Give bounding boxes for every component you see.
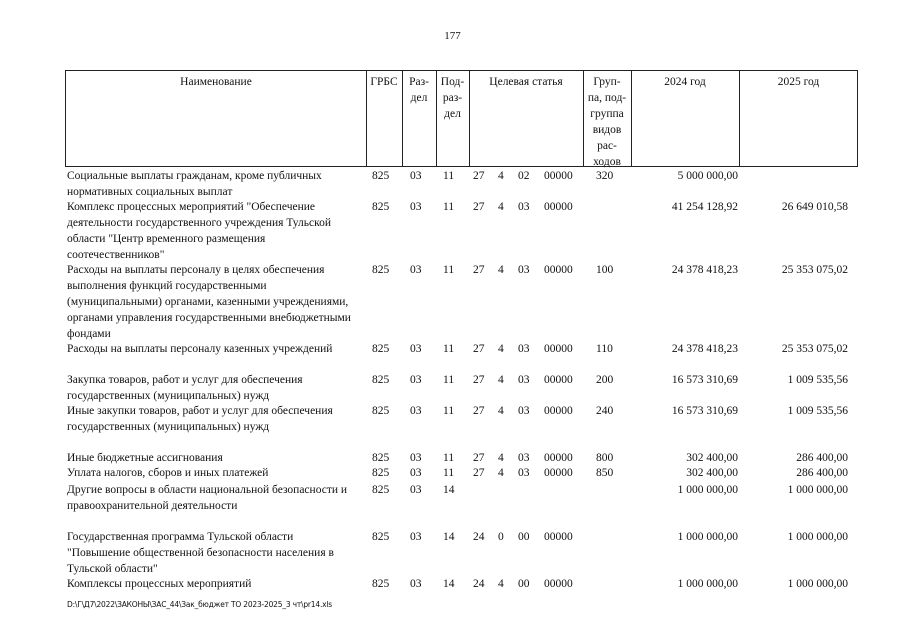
row-target-type: 4 [498, 201, 504, 213]
row-target-type: 0 [498, 531, 504, 543]
row-amount-2025: 25 353 075,02 [781, 264, 848, 276]
row-amount-2025: 1 009 535,56 [787, 374, 848, 386]
row-target-direction: 00000 [544, 467, 573, 479]
row-target-structure: 02 [518, 170, 530, 182]
row-amount-2025: 26 649 010,58 [781, 201, 848, 213]
row-target-program: 27 [473, 374, 485, 386]
row-expense-group: 240 [596, 405, 614, 417]
row-name: Другие вопросы в области национальной безопасности и правоохранительной деятельности [67, 484, 348, 512]
row-target-structure: 00 [518, 578, 530, 590]
row-podrazdel: 11 [443, 264, 455, 276]
row-amount-2025: 1 000 000,00 [787, 484, 848, 496]
row-podrazdel: 11 [443, 405, 455, 417]
row-podrazdel: 11 [443, 343, 455, 355]
row-target-direction: 00000 [544, 531, 573, 543]
row-target-program: 27 [473, 264, 485, 276]
row-target-program: 27 [473, 405, 485, 417]
row-target-type: 4 [498, 467, 504, 479]
row-target-program: 24 [473, 531, 485, 543]
row-razdel: 03 [410, 452, 422, 464]
header-2025: 2025 год [777, 76, 820, 88]
row-target-direction: 00000 [544, 452, 573, 464]
row-podrazdel: 14 [443, 484, 455, 496]
row-podrazdel: 14 [443, 578, 455, 590]
header-razdel: Раз- дел [409, 76, 429, 104]
row-target-direction: 00000 [544, 343, 573, 355]
table-header [65, 70, 858, 167]
row-expense-group: 100 [596, 264, 614, 276]
header-grbs: ГРБС [370, 76, 398, 88]
row-razdel: 03 [410, 201, 422, 213]
row-amount-2025: 25 353 075,02 [781, 343, 848, 355]
file-path-footer: D:\Г\Д7\2022\ЗАКОНЫ\ЗАС_44\Зак_бюджет ТО 2023-2025_3 чт\pr14.xls [67, 600, 332, 609]
row-razdel: 03 [410, 405, 422, 417]
row-target-program: 27 [473, 201, 485, 213]
row-name: Закупка товаров, работ и услуг для обеспечения государственных (муниципальных) нужд [67, 374, 303, 402]
row-amount-2024: 24 378 418,23 [671, 343, 738, 355]
row-target-type: 4 [498, 578, 504, 590]
row-name: Государственная программа Тульской области "Повышение общественной безопасности населения в Тульской области" [67, 531, 334, 575]
row-razdel: 03 [410, 531, 422, 543]
row-grbs: 825 [372, 264, 390, 276]
row-target-type: 4 [498, 452, 504, 464]
row-target-program: 24 [473, 578, 485, 590]
page-number: 177 [444, 30, 461, 42]
row-name: Расходы на выплаты персоналу в целях обеспечения выполнения функций государственными (муниципальными) органами, казенными учреждениями, органами управления государственными внебюджетными фондами [67, 264, 351, 340]
row-target-program: 27 [473, 467, 485, 479]
row-amount-2025: 286 400,00 [796, 467, 848, 479]
row-razdel: 03 [410, 374, 422, 386]
row-target-direction: 00000 [544, 578, 573, 590]
row-target-direction: 00000 [544, 405, 573, 417]
row-podrazdel: 11 [443, 170, 455, 182]
row-expense-group: 320 [596, 170, 614, 182]
header-podrazdel: Под- раз- дел [440, 76, 465, 120]
row-expense-group: 800 [596, 452, 614, 464]
row-target-program: 27 [473, 343, 485, 355]
row-razdel: 03 [410, 264, 422, 276]
row-razdel: 03 [410, 467, 422, 479]
row-target-structure: 03 [518, 264, 530, 276]
row-target-structure: 00 [518, 531, 530, 543]
row-target-structure: 03 [518, 405, 530, 417]
row-target-direction: 00000 [544, 374, 573, 386]
row-grbs: 825 [372, 374, 390, 386]
row-razdel: 03 [410, 578, 422, 590]
row-grbs: 825 [372, 452, 390, 464]
header-group: Груп- па, под- группа видов рас- ходов [587, 76, 627, 168]
row-amount-2024: 41 254 128,92 [671, 201, 738, 213]
row-target-type: 4 [498, 405, 504, 417]
row-grbs: 825 [372, 531, 390, 543]
row-amount-2024: 16 573 310,69 [671, 374, 738, 386]
row-amount-2025: 1 009 535,56 [787, 405, 848, 417]
row-name: Комплексы процессных мероприятий [67, 578, 252, 590]
row-name: Уплата налогов, сборов и иных платежей [67, 467, 269, 479]
row-amount-2024: 1 000 000,00 [677, 531, 738, 543]
row-expense-group: 200 [596, 374, 614, 386]
row-target-structure: 03 [518, 452, 530, 464]
row-podrazdel: 14 [443, 531, 455, 543]
header-name: Наименование [180, 76, 252, 88]
header-target: Целевая статья [489, 76, 563, 88]
row-grbs: 825 [372, 170, 390, 182]
row-target-structure: 03 [518, 467, 530, 479]
row-name: Расходы на выплаты персоналу казенных учреждений [67, 343, 333, 355]
row-name: Комплекс процессных мероприятий "Обеспечение деятельности государственного учреждения Тульской области "Центр временного размещения соотечественников" [67, 201, 332, 261]
row-razdel: 03 [410, 170, 422, 182]
header-2024: 2024 год [664, 76, 706, 88]
row-amount-2024: 302 400,00 [686, 452, 738, 464]
row-grbs: 825 [372, 484, 390, 496]
row-amount-2024: 24 378 418,23 [671, 264, 738, 276]
row-podrazdel: 11 [443, 201, 455, 213]
row-expense-group: 110 [596, 343, 613, 355]
row-expense-group: 850 [596, 467, 614, 479]
row-target-direction: 00000 [544, 201, 573, 213]
row-razdel: 03 [410, 484, 422, 496]
row-target-structure: 03 [518, 201, 530, 213]
row-grbs: 825 [372, 343, 390, 355]
row-podrazdel: 11 [443, 452, 455, 464]
row-razdel: 03 [410, 343, 422, 355]
row-podrazdel: 11 [443, 374, 455, 386]
row-amount-2024: 1 000 000,00 [677, 578, 738, 590]
row-grbs: 825 [372, 578, 390, 590]
row-amount-2025: 1 000 000,00 [787, 531, 848, 543]
row-amount-2024: 1 000 000,00 [677, 484, 738, 496]
row-grbs: 825 [372, 405, 390, 417]
row-amount-2025: 286 400,00 [796, 452, 848, 464]
row-target-type: 4 [498, 170, 504, 182]
row-grbs: 825 [372, 467, 390, 479]
row-name: Иные бюджетные ассигнования [67, 452, 223, 464]
row-target-type: 4 [498, 264, 504, 276]
row-amount-2024: 302 400,00 [686, 467, 738, 479]
row-target-structure: 03 [518, 374, 530, 386]
row-target-type: 4 [498, 374, 504, 386]
row-podrazdel: 11 [443, 467, 455, 479]
row-name: Иные закупки товаров, работ и услуг для обеспечения государственных (муниципальных) нужд [67, 405, 333, 433]
row-target-program: 27 [473, 170, 485, 182]
row-amount-2024: 16 573 310,69 [671, 405, 738, 417]
row-target-direction: 00000 [544, 170, 573, 182]
row-name: Социальные выплаты гражданам, кроме публичных нормативных социальных выплат [67, 170, 322, 198]
row-amount-2024: 5 000 000,00 [677, 170, 738, 182]
row-grbs: 825 [372, 201, 390, 213]
row-target-structure: 03 [518, 343, 530, 355]
row-target-type: 4 [498, 343, 504, 355]
row-amount-2025: 1 000 000,00 [787, 578, 848, 590]
row-target-program: 27 [473, 452, 485, 464]
row-target-direction: 00000 [544, 264, 573, 276]
